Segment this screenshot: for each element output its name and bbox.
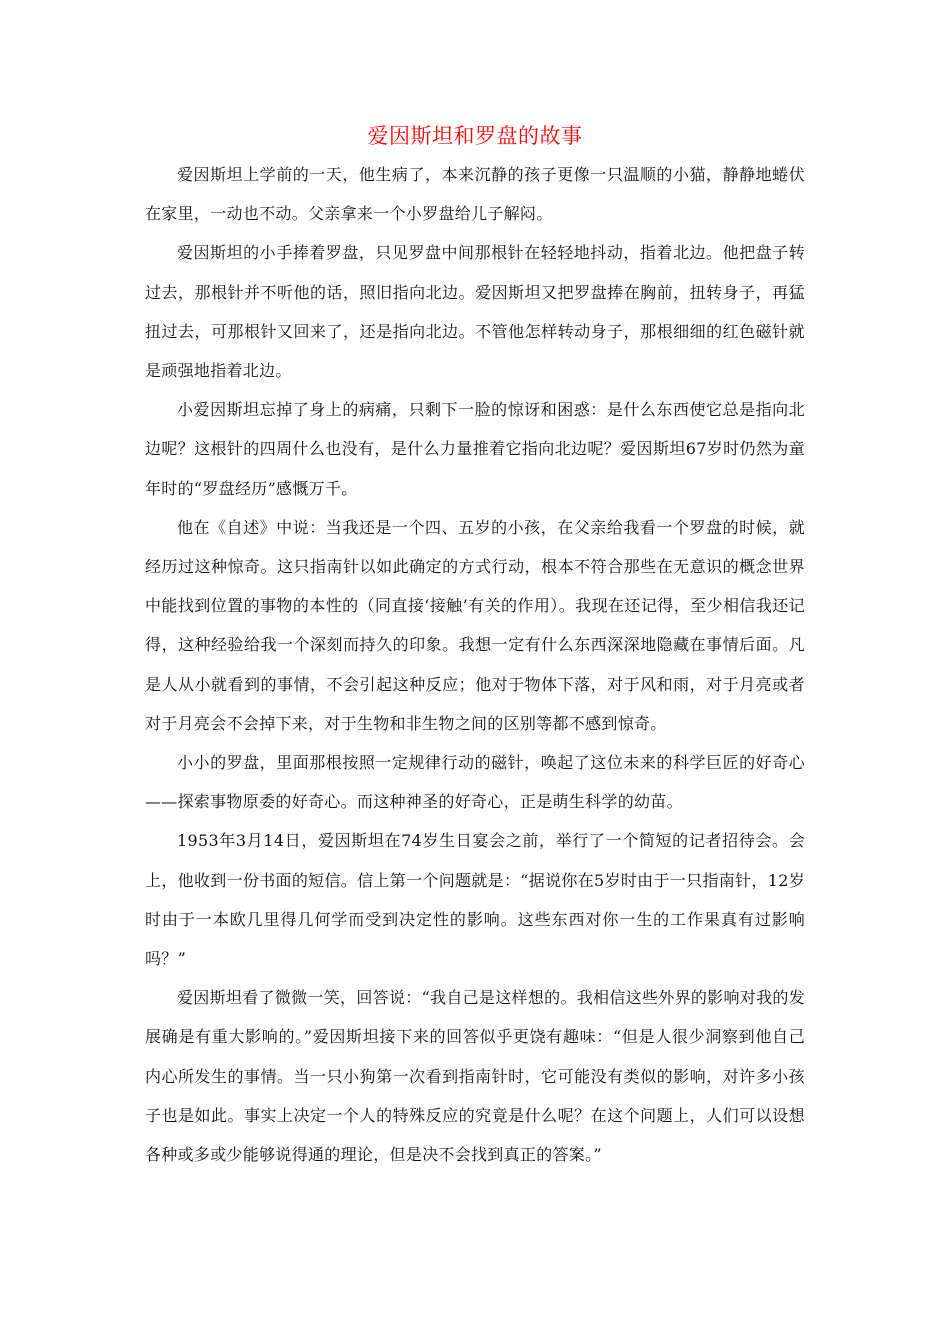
document-title: 爱因斯坦和罗盘的故事 [367, 124, 583, 148]
paragraph: 爱因斯坦看了微微一笑，回答说：“我自己是这样想的。我相信这些外界的影响对我的发展确是有重大影响的。”爱因斯坦接下来的回答似乎更饶有趣味：“但是人很少洞察到他自己内心所发生的事情。当一只小狗第一次看到指南针时，它可能没有类似的影响，对许多小孩子也是如此。事实上决定一个人的特殊反应的究竟是什么呢？在这个问题上，人们可以设想各种或多或少能够说得通的理论，但是决不会找到真正的答案。” [145, 988, 805, 1165]
paragraph: 他在《自述》中说：当我还是一个四、五岁的小孩，在父亲给我看一个罗盘的时候，就经历过这种惊奇。这只指南针以如此确定的方式行动，根本不符合那些在无意识的概念世界中能找到位置的事物的本性的（同直接‘接触’有关的作用）。我现在还记得，至少相信我还记得，这种经验给我一个深刻而持久的印象。我想一定有什么东西深深地隐藏在事情后面。凡是人从小就看到的事情，不会引起这种反应；他对于物体下落，对于风和雨，对于月亮或者对于月亮会不会掉下来，对于生物和非生物之间的区别等都不感到惊奇。 [145, 517, 805, 733]
paragraph: 1953年3月14日，爱因斯坦在74岁生日宴会之前，举行了一个简短的记者招待会。会上，他收到一份书面的短信。信上第一个问题就是：“据说你在5岁时由于一只指南针，12岁时由于一本欧几里得几何学而受到决定性的影响。这些东西对你一生的工作果真有过影响吗？” [145, 831, 805, 969]
paragraph: 爱因斯坦的小手捧着罗盘，只见罗盘中间那根针在轻轻地抖动，指着北边。他把盘子转过去，那根针并不听他的话，照旧指向北边。爱因斯坦又把罗盘捧在胸前，扭转身子，再猛扭过去，可那根针又回来了，还是指向北边。不管他怎样转动身子，那根细细的红色磁针就是顽强地指着北边。 [145, 243, 805, 381]
paragraph: 小爱因斯坦忘掉了身上的病痛，只剩下一脸的惊讶和困惑：是什么东西使它总是指向北边呢？这根针的四周什么也没有，是什么力量推着它指向北边呢？爱因斯坦67岁时仍然为童年时的“罗盘经历”感慨万千。 [145, 400, 805, 498]
document-body [145, 155, 805, 1174]
paragraph: 小小的罗盘，里面那根按照一定规律行动的磁针，唤起了这位未来的科学巨匠的好奇心——探索事物原委的好奇心。而这种神圣的好奇心，正是萌生科学的幼苗。 [145, 753, 805, 812]
paragraph: 爱因斯坦上学前的一天，他生病了，本来沉静的孩子更像一只温顺的小猫，静静地蜷伏在家里，一动也不动。父亲拿来一个小罗盘给儿子解闷。 [145, 165, 805, 224]
